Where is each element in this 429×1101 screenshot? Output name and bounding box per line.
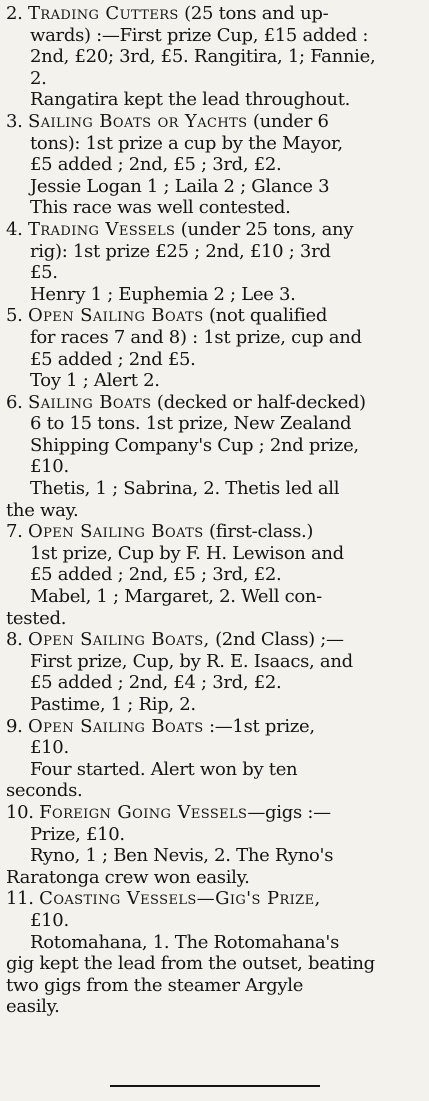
race-line: £5. [30,262,58,284]
race-line: 2nd, £20; 3rd, £5. Rangitira, 1; Fannie, [30,46,376,68]
race-entry-11 [6,888,423,1018]
race-heading: Trading Cutters [28,3,179,24]
race-line: £5 added ; 2nd, £5 ; 3rd, £2. [30,564,282,586]
race-line: £10. [30,456,69,478]
race-line: (decked or half-decked) [151,391,366,413]
race-line: 2. [30,67,47,89]
race-line: (not qualified [203,305,328,327]
race-heading: Foreign Going Vessels [39,801,248,823]
race-line: £5 added ; 2nd, £5 ; 3rd, £2. [30,154,282,176]
race-line: First prize, Cup, by R. E. Isaacs, and [30,650,353,672]
race-heading: Open Sailing Boats, [28,629,210,651]
race-entry-2 [6,3,423,111]
race-entry-4 [6,219,423,305]
race-line: Mabel, 1 ; Margaret, 2. Well con- [30,586,322,608]
race-line: Pastime, 1 ; Rip, 2. [30,694,196,715]
race-note: gig kept the lead from the outset, beating [6,953,375,975]
race-line: Rotomahana, 1. The Rotomahana's [30,931,340,953]
race-entry-5 [6,305,423,391]
race-heading: Open Sailing Boats [28,305,204,327]
race-entry-6 [6,392,423,522]
race-line: Shipping Company's Cup ; 2nd prize, [30,434,359,456]
race-line: (under 25 tons, any [175,218,354,240]
race-number: 8. [6,629,23,651]
race-line: —gigs :— [247,801,331,823]
race-line: Henry 1 ; Euphemia 2 ; Lee 3. [30,283,296,305]
race-line: (2nd Class) ;— [209,629,344,651]
race-heading: Coasting Vessels—Gig's Prize, [39,888,321,910]
race-entry-3 [6,111,423,219]
race-line: rig): 1st prize £25 ; 2nd, £10 ; 3rd [30,240,331,262]
race-line: 1st prize, Cup by F. H. Lewison and [30,542,344,564]
race-line: (25 tons and up- [178,3,329,24]
race-entry-10 [6,802,423,888]
closing-rule [110,1085,320,1087]
race-note: This race was well contested. [30,197,291,219]
race-number: 6. [6,391,23,413]
race-note: easily. [6,996,60,1018]
race-line: Prize, £10. [30,823,125,845]
race-line: £10. [30,737,69,759]
race-number: 2. [6,3,23,24]
race-number: 5. [6,305,23,327]
race-number: 4. [6,218,23,240]
race-heading: Sailing Boats [28,391,152,413]
race-line: £5 added ; 2nd £5. [30,348,196,370]
race-number: 7. [6,521,23,543]
race-number: 9. [6,715,23,737]
race-entry-9 [6,716,423,802]
race-number: 11. [6,888,34,910]
race-heading: Open Sailing Boats [28,521,204,543]
race-line: Four started. Alert won by ten [30,758,298,780]
race-line: Ryno, 1 ; Ben Nevis, 2. The Ryno's [30,845,334,867]
race-number: 10. [6,801,34,823]
race-line: (first-class.) [203,521,314,543]
race-line: for races 7 and 8) : 1st prize, cup and [30,326,362,348]
race-line: Thetis, 1 ; Sabrina, 2. Thetis led all [30,478,340,500]
race-line: Jessie Logan 1 ; Laila 2 ; Glance 3 [30,175,330,197]
race-note: tested. [6,607,67,629]
race-note: the way. [6,499,79,521]
race-line: £10. [30,909,69,931]
race-line: £5 added ; 2nd, £4 ; 3rd, £2. [30,672,282,694]
race-heading: Open Sailing Boats [28,715,204,737]
race-line: Toy 1 ; Alert 2. [30,370,160,392]
race-line: 6 to 15 tons. 1st prize, New Zealand [30,413,352,435]
race-line: :—1st prize, [203,715,315,737]
race-note: two gigs from the steamer Argyle [6,974,304,996]
race-note: Raratonga crew won easily. [6,866,250,888]
race-note: seconds. [6,780,83,802]
race-heading: Sailing Boats or Yachts [28,110,248,132]
race-line: tons): 1st prize a cup by the Mayor, [30,132,343,154]
race-entry-7 [6,521,423,629]
race-note: Rangatira kept the lead throughout. [30,89,351,111]
race-number: 3. [6,110,23,132]
race-line: wards) :—First prize Cup, £15 added : [30,24,369,46]
race-entry-8 [6,629,423,715]
race-heading: Trading Vessels [28,218,176,240]
race-line: (under 6 [247,110,329,132]
